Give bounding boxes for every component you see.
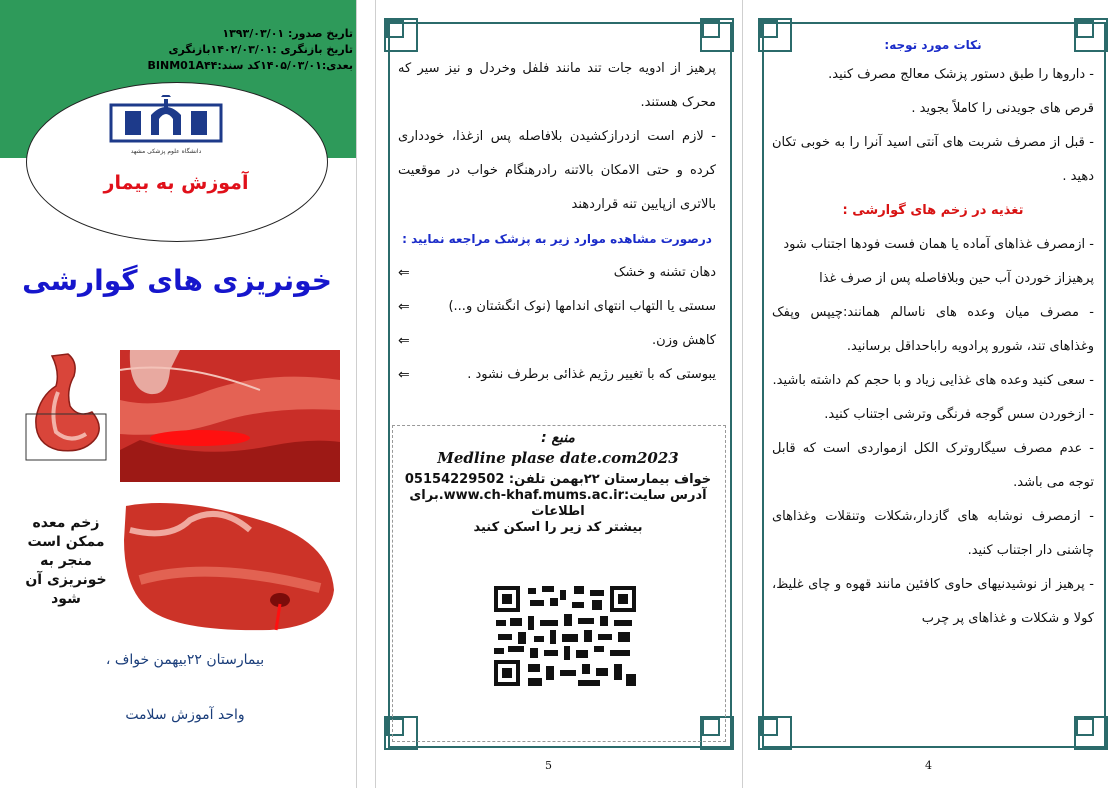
source-section xyxy=(400,430,716,536)
image-caption: زخم معده ممکن است منجر به خونریزی آن شود xyxy=(25,515,107,607)
university-logo xyxy=(101,95,251,157)
nutrition-item: - پرهیز از نوشیدنیهای حاوی کافئین مانند قهوه و چای غلیظ، کولا و شکلات و غذاهای پر چرب xyxy=(772,577,1094,626)
column-divider xyxy=(375,0,376,788)
page-number: 4 xyxy=(925,759,932,772)
note-item: - داروها را طبق دستور پزشک معالج مصرف کنید. xyxy=(828,67,1094,82)
bleeding-stomach-image xyxy=(120,350,340,482)
issue-date-line: تاریخ صدور: ۱۳۹۳/۰۳/۰۱ xyxy=(222,27,353,40)
list-item xyxy=(398,290,716,324)
right-panel-text xyxy=(772,32,1094,636)
note-item: قرص های جویدنی را کاملاً بجوید . xyxy=(911,101,1094,116)
paragraph-spices: پرهیز از ادویه جات تند مانند فلفل وخردل و نیز سیر که محرک هستند. xyxy=(398,61,716,110)
refer-item: سستی یا التهاب انتهای اندامها (نوک انگشتان و...) xyxy=(448,299,716,314)
document-issue-info xyxy=(93,26,353,74)
frame-corner xyxy=(384,18,418,52)
source-reference: Medline plase date.com2023 xyxy=(437,449,679,467)
hospital-name: بیمارستان ۲۲بیهمن خواف ، xyxy=(105,652,265,668)
list-item xyxy=(398,324,716,358)
middle-panel-text xyxy=(398,52,716,392)
arrow-icon: ⇐ xyxy=(398,367,410,383)
revision-date-line: تاریخ بازنگری :۱۴۰۲/۰۳/۰۱بازنگری xyxy=(168,43,353,56)
nutrition-heading: تغذیه در زخم های گوارشی : xyxy=(842,203,1024,218)
health-education-unit: واحد آموزش سلامت xyxy=(125,707,245,723)
patient-education-title: آموزش به بیمار xyxy=(103,172,249,194)
frame-corner xyxy=(758,716,792,750)
page-number: 5 xyxy=(545,759,552,772)
frame-corner xyxy=(1074,716,1108,750)
arrow-icon: ⇐ xyxy=(398,299,410,315)
nutrition-item: - ازمصرف غذاهای آماده یا همان فست فودها اجتناب شود xyxy=(783,237,1094,252)
source-label: منبع : xyxy=(541,430,575,446)
arrow-icon: ⇐ xyxy=(398,265,410,281)
list-item xyxy=(398,256,716,290)
phone-line: خواف بیمارستان ۲۲بهمن تلفن: 05154229502 xyxy=(404,472,712,487)
arrow-icon: ⇐ xyxy=(398,333,410,349)
note-item: - قبل از مصرف شربت های آنتی اسید آنرا را به خوبی تکان دهید . xyxy=(772,135,1094,184)
nutrition-item: پرهیزاز خوردن آب حین وبلافاصله پس از صرف غذا xyxy=(819,271,1094,286)
nutrition-item: - ازخوردن سس گوجه فرنگی وترشی اجتناب کنید. xyxy=(824,407,1094,422)
nutrition-item: - مصرف میان وعده های ناسالم همانند:چیپس وپفک وغذاهای تند، شورو پرادویه راباحداقل برسانید. xyxy=(772,305,1094,354)
ulcer-stomach-image xyxy=(120,500,340,633)
column-divider xyxy=(356,0,357,788)
column-divider xyxy=(742,0,743,788)
refer-item: یبوستی که با تغییر رژیم غذائی برطرف نشود . xyxy=(467,367,716,382)
list-item xyxy=(398,358,716,392)
refer-item: دهان تشنه و خشک xyxy=(613,265,716,280)
next-revision-line: بعدی:۱۴۰۵/۰۳/۰۱کد سند:BINM01A۴۴ xyxy=(147,59,353,72)
brochure-title: خونریزی های گوارشی xyxy=(22,264,332,297)
nutrition-item: - سعی کنید وعده های غذایی زیاد و با حجم کم داشته باشید. xyxy=(772,373,1094,388)
refer-item: کاهش وزن. xyxy=(652,333,716,348)
nutrition-item: - عدم مصرف سیگاروترک الکل ازمواردی است که قابل توجه می باشد. xyxy=(772,441,1094,490)
notes-heading: نکات مورد توجه: xyxy=(884,38,982,52)
logo-caption: دانشگاه علوم پزشکی مشهد xyxy=(130,148,202,155)
paragraph-lying-down: - لازم است ازدرازکشیدن بلافاصله پس ازغذا، خودداری کرده و حتی الامکان بالاتنه رادرهنگام خواب در موقعیت بالاتری ازپایین تنه قراردهند xyxy=(398,129,716,212)
refer-heading: درصورت مشاهده موارد زیر به پزشک مراجعه نمایید : xyxy=(402,232,712,246)
frame-corner xyxy=(700,18,734,52)
stomach-overview-image xyxy=(22,352,108,462)
website-line: آدرس سایت:www.ch-khaf.mums.ac.ir.برای اطلاعات xyxy=(409,488,707,519)
nutrition-item: - ازمصرف نوشابه های گازدار،شکلات وتنقلات وغذاهای چاشنی دار اجتناب کنید. xyxy=(772,509,1094,558)
qr-instruction: بیشتر کد زیر را اسکن کنید xyxy=(473,520,643,535)
qr-code[interactable] xyxy=(494,586,636,686)
